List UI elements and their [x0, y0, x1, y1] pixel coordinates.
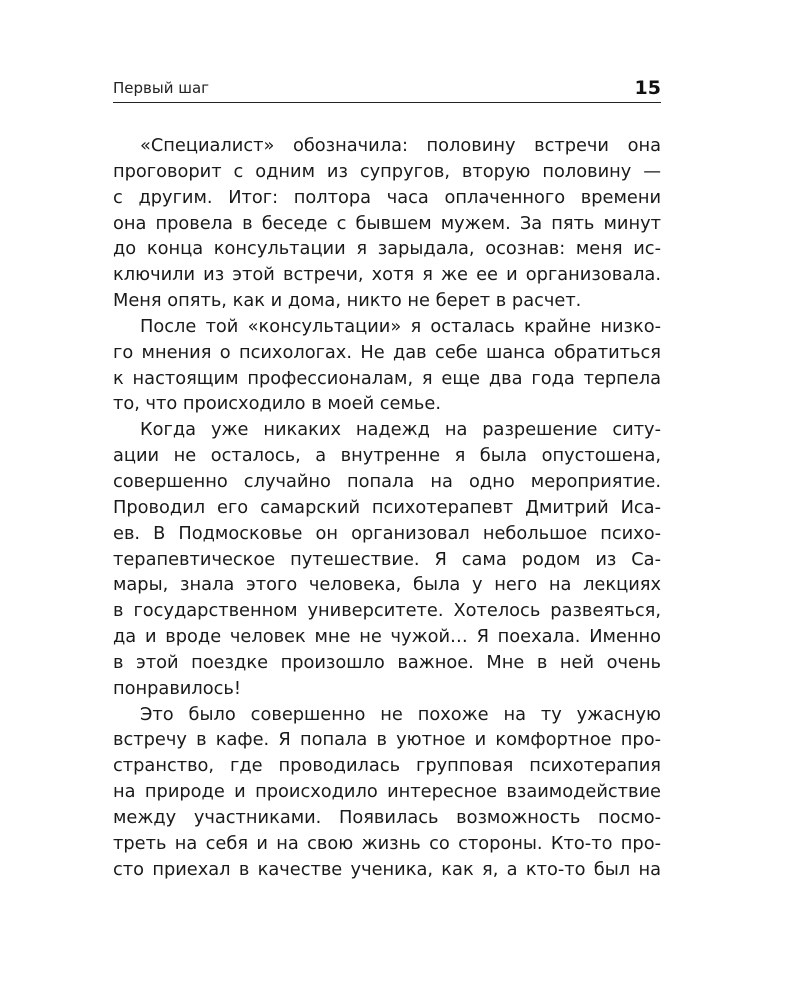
text-line: ации не осталось, а внутренне я была опустошена,: [113, 445, 661, 467]
text-line: ключили из этой встречи, хотя я же ее и организовала.: [113, 264, 661, 286]
text-line: Это было совершенно не похоже на ту ужасную: [140, 703, 661, 725]
text-line: между участниками. Появилась возможность посмо-: [113, 806, 661, 828]
text-line: После той «консультации» я осталась крайне низко-: [140, 315, 661, 337]
text-line: в этой поездке произошло важное. Мне в ней очень: [113, 651, 661, 673]
text-line: Меня опять, как и дома, никто не берет в расчет.: [113, 290, 582, 312]
text-line: на природе и происходило интересное взаимодействие: [113, 781, 661, 803]
text-line: в государственном университете. Хотелось развеяться,: [113, 600, 661, 622]
text-line: треть на себя и на свою жизнь со стороны. Кто-то про-: [113, 832, 661, 854]
text-line: Проводил его самарский психотерапевт Дмитрий Иса-: [113, 496, 661, 518]
text-line: мары, знала этого человека, была у него на лекциях: [113, 574, 661, 596]
text-line: совершенно случайно попала на одно мероприятие.: [113, 470, 661, 492]
text-line: ев. В Подмосковье он организовал небольшое психо-: [113, 522, 661, 544]
text-line: проговорит с одним из супругов, вторую половину —: [113, 160, 661, 182]
text-line: «Специалист» обозначила: половину встречи она: [140, 135, 661, 156]
text-line: сто приехал в качестве ученика, как я, а кто-то был на: [113, 858, 661, 880]
running-title: Первый шаг: [113, 79, 210, 97]
page-number: 15: [634, 77, 661, 99]
text-line: к настоящим профессионалам, я еще два года терпела: [113, 367, 661, 389]
text-line: Когда уже никаких надежд на разрешение ситу-: [140, 419, 661, 441]
text-line: она провела в беседе с бывшем мужем. За пять минут: [113, 212, 661, 234]
text-line: встречу в кафе. Я попала в уютное и комфортное про-: [113, 729, 661, 751]
text-line: го мнения о психологах. Не дав себе шанса обратиться: [113, 341, 661, 363]
text-line: с другим. Итог: полтора часа оплаченного времени: [113, 186, 661, 208]
text-line: терапевтическое путешествие. Я сама родом из Са-: [113, 548, 661, 570]
text-line: до конца консультации я зарыдала, осознав: меня ис-: [113, 238, 661, 260]
text-line: понравилось!: [113, 677, 241, 699]
text-line: то, что происходило в моей семье.: [113, 393, 441, 415]
page-header: [113, 74, 661, 103]
text-line: да и вроде человек мне не чужой… Я поехала. Именно: [113, 626, 661, 648]
text-line: странство, где проводилась групповая психотерапия: [113, 755, 661, 777]
body-text: [113, 133, 661, 882]
